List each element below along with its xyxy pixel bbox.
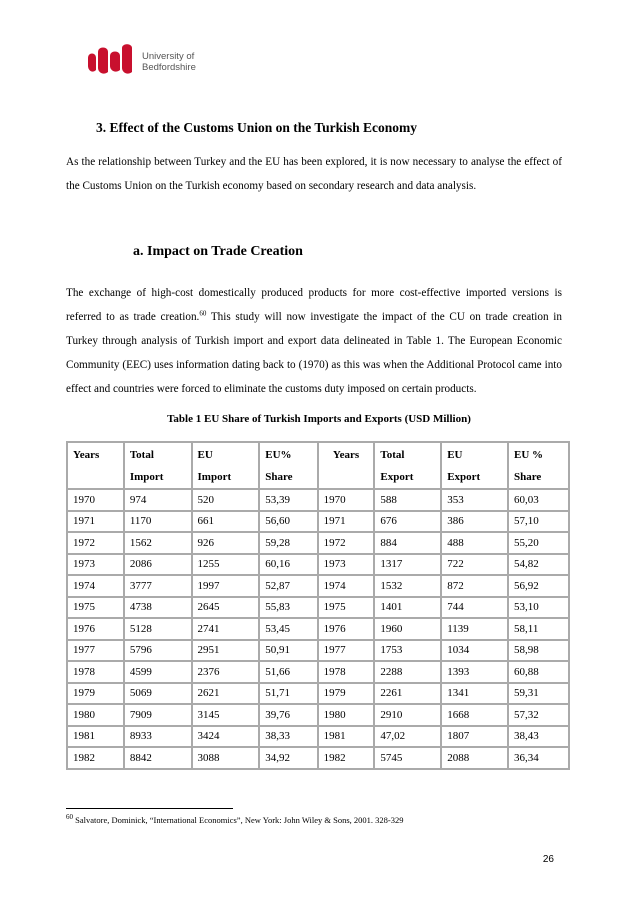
- table-cell: 34,92: [259, 747, 317, 769]
- university-logo: [86, 44, 196, 80]
- table-cell: 488: [441, 532, 508, 554]
- table-cell: 60,16: [259, 554, 317, 576]
- table-cell: 1960: [374, 618, 441, 640]
- table-row: [67, 661, 569, 683]
- footnote-text: Salvatore, Dominick, “International Economics”, New York: John Wiley & Sons, 2001. 328-329: [73, 815, 404, 825]
- table-cell: 1977: [318, 640, 375, 662]
- table-cell: 1972: [318, 532, 375, 554]
- header-cell: Years: [67, 442, 124, 489]
- table-cell: 1978: [318, 661, 375, 683]
- table-cell: 58,11: [508, 618, 569, 640]
- table-cell: 1976: [318, 618, 375, 640]
- table-cell: 1980: [318, 704, 375, 726]
- table-cell: 5128: [124, 618, 192, 640]
- table-cell: 1255: [192, 554, 260, 576]
- table-cell: 54,82: [508, 554, 569, 576]
- table-cell: 1971: [318, 511, 375, 533]
- table-cell: 1393: [441, 661, 508, 683]
- header-cell: EU Export: [441, 442, 508, 489]
- table-cell: 38,33: [259, 726, 317, 748]
- table-cell: 60,88: [508, 661, 569, 683]
- table-cell: 1974: [67, 575, 124, 597]
- table-cell: 59,28: [259, 532, 317, 554]
- table-cell: 38,43: [508, 726, 569, 748]
- table-cell: 1317: [374, 554, 441, 576]
- table-cell: 53,10: [508, 597, 569, 619]
- table-cell: 1753: [374, 640, 441, 662]
- table-cell: 1980: [67, 704, 124, 726]
- table-cell: 55,20: [508, 532, 569, 554]
- subsection-title: a. Impact on Trade Creation: [133, 244, 303, 259]
- paragraph-part-b: This study will now investigate the impact of the CU on trade creation in Turkey through analysis of Turkish import and export data delineated in Table 1. The European Economic Community (EEC) uses information dating back to (1970) as this was when the Additional Protocol came into effect and countries were forced to eliminate the customs duty imposed on certain products.: [66, 311, 562, 395]
- table-cell: 588: [374, 489, 441, 511]
- table-cell: 386: [441, 511, 508, 533]
- table-cell: 57,32: [508, 704, 569, 726]
- table-row: [67, 640, 569, 662]
- trade-creation-paragraph: [66, 281, 562, 401]
- header-cell: Years: [318, 442, 375, 489]
- table-cell: 1970: [318, 489, 375, 511]
- table-cell: 4599: [124, 661, 192, 683]
- table-cell: 53,39: [259, 489, 317, 511]
- table-cell: 7909: [124, 704, 192, 726]
- table-cell: 4738: [124, 597, 192, 619]
- table-cell: 1973: [67, 554, 124, 576]
- logo-line-2: Bedfordshire: [142, 62, 196, 73]
- table-cell: 3424: [192, 726, 260, 748]
- table-cell: 1974: [318, 575, 375, 597]
- table-cell: 1170: [124, 511, 192, 533]
- table-cell: 59,31: [508, 683, 569, 705]
- table-cell: 3777: [124, 575, 192, 597]
- table-cell: 47,02: [374, 726, 441, 748]
- footnote-reference[interactable]: 60: [199, 309, 207, 318]
- table-cell: 5745: [374, 747, 441, 769]
- table-cell: 52,87: [259, 575, 317, 597]
- table-header-row: [67, 442, 569, 489]
- table-cell: 53,45: [259, 618, 317, 640]
- intro-paragraph: As the relationship between Turkey and the EU has been explored, it is now necessary to analyse the effect of the Customs Union on the Turkish economy based on secondary research and data analysis.: [66, 156, 562, 192]
- university-logo-icon: [86, 44, 136, 80]
- table-cell: 1807: [441, 726, 508, 748]
- table-cell: 744: [441, 597, 508, 619]
- table-cell: 36,34: [508, 747, 569, 769]
- table-row: [67, 554, 569, 576]
- table-cell: 1981: [318, 726, 375, 748]
- table-cell: 926: [192, 532, 260, 554]
- table-cell: 1975: [67, 597, 124, 619]
- table-cell: 1979: [318, 683, 375, 705]
- table-cell: 2261: [374, 683, 441, 705]
- table-cell: 1972: [67, 532, 124, 554]
- table-cell: 2741: [192, 618, 260, 640]
- table-cell: 55,83: [259, 597, 317, 619]
- table-cell: 57,10: [508, 511, 569, 533]
- header-cell: Total Export: [374, 442, 441, 489]
- table-row: [67, 575, 569, 597]
- header-cell: EU Import: [192, 442, 260, 489]
- logo-text: [142, 51, 196, 73]
- table-cell: 2288: [374, 661, 441, 683]
- table-cell: 3145: [192, 704, 260, 726]
- table-cell: 1977: [67, 640, 124, 662]
- table-cell: 1997: [192, 575, 260, 597]
- table-cell: 51,71: [259, 683, 317, 705]
- table-cell: 353: [441, 489, 508, 511]
- table-row: [67, 511, 569, 533]
- table-cell: 2088: [441, 747, 508, 769]
- table-cell: 1562: [124, 532, 192, 554]
- table-cell: 56,92: [508, 575, 569, 597]
- table-cell: 2086: [124, 554, 192, 576]
- table-row: [67, 532, 569, 554]
- table-cell: 2645: [192, 597, 260, 619]
- table-cell: 676: [374, 511, 441, 533]
- table-cell: 1976: [67, 618, 124, 640]
- table-cell: 50,91: [259, 640, 317, 662]
- table-cell: 1341: [441, 683, 508, 705]
- table-cell: 974: [124, 489, 192, 511]
- table-row: [67, 683, 569, 705]
- table-caption: Table 1 EU Share of Turkish Imports and Exports (USD Million): [167, 413, 471, 425]
- table-cell: 2621: [192, 683, 260, 705]
- table-cell: 2376: [192, 661, 260, 683]
- table-cell: 5796: [124, 640, 192, 662]
- table-row: [67, 618, 569, 640]
- table-cell: 520: [192, 489, 260, 511]
- section-title: 3. Effect of the Customs Union on the Turkish Economy: [96, 120, 418, 135]
- table-cell: 661: [192, 511, 260, 533]
- table-cell: 1975: [318, 597, 375, 619]
- table-cell: 1982: [67, 747, 124, 769]
- table-row: [67, 489, 569, 511]
- table-cell: 1971: [67, 511, 124, 533]
- paragraph-part-a: The exchange of high-cost domestically produced products for more cost-effective imported versions is referred to as trade creation.: [66, 287, 562, 323]
- table-cell: 5069: [124, 683, 192, 705]
- footnote-divider: [66, 808, 233, 809]
- table-body: [67, 489, 569, 769]
- table-cell: 58,98: [508, 640, 569, 662]
- page-number: 26: [542, 854, 554, 865]
- table-cell: 1982: [318, 747, 375, 769]
- header-cell: EU% Share: [259, 442, 317, 489]
- table-row: [67, 704, 569, 726]
- table-cell: 8842: [124, 747, 192, 769]
- footnote: [66, 815, 403, 825]
- table-cell: 884: [374, 532, 441, 554]
- header-cell: Total Import: [124, 442, 192, 489]
- trade-table: [66, 441, 570, 770]
- table-cell: 1978: [67, 661, 124, 683]
- table-cell: 872: [441, 575, 508, 597]
- header-cell: EU % Share: [508, 442, 569, 489]
- table-cell: 1668: [441, 704, 508, 726]
- table-cell: 1970: [67, 489, 124, 511]
- table-cell: 8933: [124, 726, 192, 748]
- table-row: [67, 747, 569, 769]
- table-cell: 1532: [374, 575, 441, 597]
- table-row: [67, 726, 569, 748]
- table-cell: 60,03: [508, 489, 569, 511]
- table-cell: 722: [441, 554, 508, 576]
- table-cell: 1034: [441, 640, 508, 662]
- table-cell: 1979: [67, 683, 124, 705]
- table-cell: 2951: [192, 640, 260, 662]
- footnote-number: 60: [66, 813, 73, 822]
- table-row: [67, 597, 569, 619]
- table-cell: 1401: [374, 597, 441, 619]
- table-cell: 3088: [192, 747, 260, 769]
- table-cell: 39,76: [259, 704, 317, 726]
- table-cell: 56,60: [259, 511, 317, 533]
- table-cell: 51,66: [259, 661, 317, 683]
- table-cell: 1973: [318, 554, 375, 576]
- logo-line-1: University of: [142, 51, 195, 62]
- table-cell: 1981: [67, 726, 124, 748]
- table-cell: 2910: [374, 704, 441, 726]
- table-cell: 1139: [441, 618, 508, 640]
